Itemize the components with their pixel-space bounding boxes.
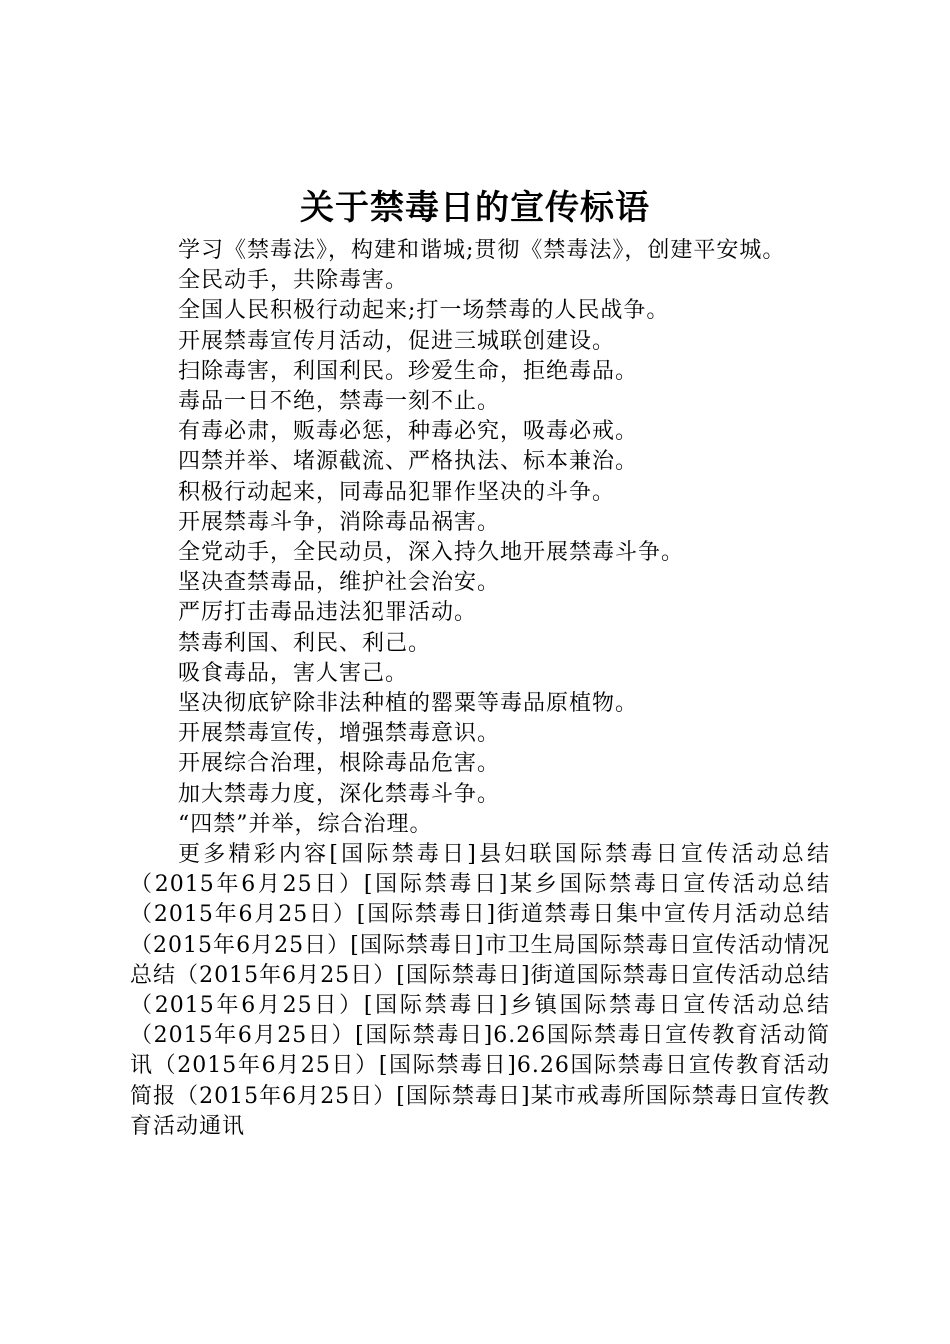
- slogan-line: 四禁并举、堵源截流、严格执法、标本兼治。: [178, 449, 639, 475]
- slogan-line: 全民动手，共除毒害。: [178, 268, 409, 294]
- slogan-line: 扫除毒害，利国利民。珍爱生命，拒绝毒品。: [178, 358, 639, 384]
- slogan-line: 开展禁毒宣传月活动，促进三城联创建设。: [178, 328, 616, 354]
- slogan-line: 吸食毒品，害人害己。: [178, 660, 409, 686]
- slogan-line: 有毒必肃，贩毒必惩，种毒必究，吸毒必戒。: [178, 419, 639, 445]
- intro-paragraph: 学习《禁毒法》，构建和谐城;贯彻《禁毒法》，创建平安城。: [178, 238, 786, 263]
- slogan-line: 开展禁毒宣传，增强禁毒意识。: [178, 721, 501, 747]
- slogan-line: 积极行动起来，同毒品犯罪作坚决的斗争。: [178, 479, 616, 505]
- slogan-line: 禁毒利国、利民、利己。: [178, 630, 432, 656]
- document-body: [130, 236, 830, 1142]
- more-content-paragraph: 更多精彩内容[国际禁毒日]县妇联国际禁毒日宣传活动总结（2015年6月25日）[国际禁毒日]某乡国际禁毒日宣传活动总结（2015年6月25日）[国际禁毒日]街道禁毒日集中宣传月活动总结（2015年6月25日）[国际禁毒日]市卫生局国际禁毒日宣传活动情况总结（2015年6月25日）[国际禁毒日]街道国际禁毒日宣传活动总结（2015年6月25日）[国际禁毒日]乡镇国际禁毒日宣传活动总结（2015年6月25日）[国际禁毒日]6.26国际禁毒日宣传教育活动简讯（2015年6月25日）[国际禁毒日]6.26国际禁毒日宣传教育活动简报（2015年6月25日）[国际禁毒日]某市戒毒所国际禁毒日宣传教育活动通讯: [130, 842, 830, 1139]
- slogan-line: 加大禁毒力度，深化禁毒斗争。: [178, 781, 501, 807]
- slogan-line: 严厉打击毒品违法犯罪活动。: [178, 600, 478, 626]
- document-title: 关于禁毒日的宣传标语: [300, 188, 650, 228]
- slogan-line: 坚决彻底铲除非法种植的罂粟等毒品原植物。: [178, 691, 639, 717]
- slogan-line: 坚决查禁毒品，维护社会治安。: [178, 570, 501, 596]
- slogan-line: 开展禁毒斗争，消除毒品祸害。: [178, 509, 501, 535]
- slogan-line: 全党动手，全民动员，深入持久地开展禁毒斗争。: [178, 540, 685, 566]
- slogan-line: 毒品一日不绝，禁毒一刻不止。: [178, 389, 501, 415]
- slogan-line: “四禁”并举，综合治理。: [178, 811, 433, 837]
- slogan-line: 全国人民积极行动起来;打一场禁毒的人民战争。: [178, 298, 670, 324]
- slogan-line: 开展综合治理，根除毒品危害。: [178, 751, 501, 777]
